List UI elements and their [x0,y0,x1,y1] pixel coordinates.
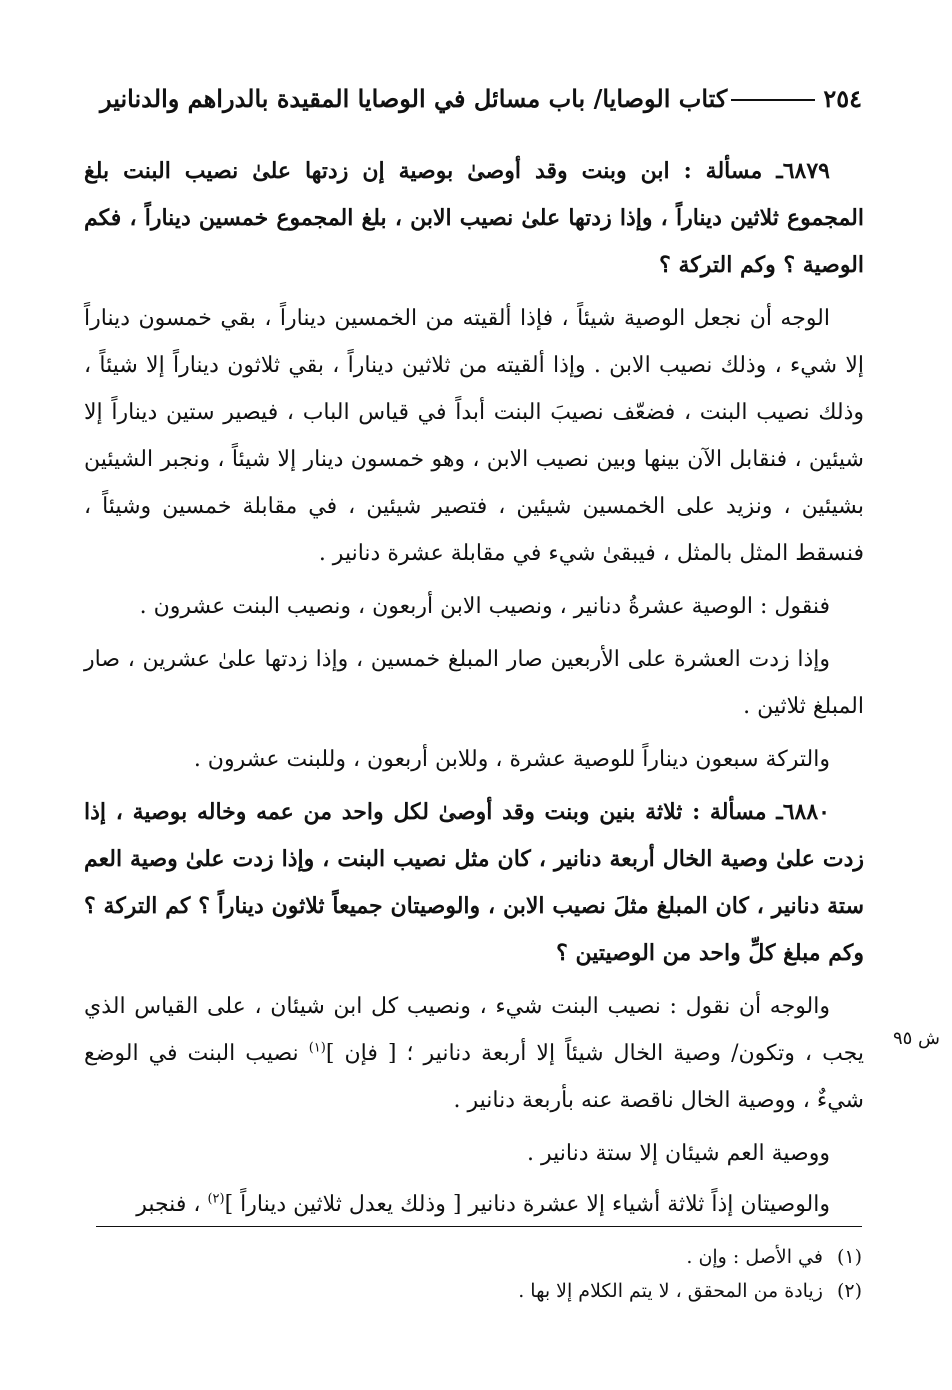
footnote-number: (١) [836,1246,862,1268]
method-paragraph [84,983,864,1124]
problem-6879: ٦٨٧٩ـ مسألة : ابن وبنت وقد أوصىٰ بوصية إن زدتها علىٰ نصيب البنت بلغ المجموع ثلاثين ديناراً ، وإذا زدتها علىٰ نصيب الابن ، بلغ المجموع خمسين ديناراً ، فكم الوصية ؟ وكم التركة ؟ [84,158,864,278]
footnote-divider [96,1226,862,1227]
result-paragraph: فنقول : الوصية عشرةُ دنانير ، ونصيب الابن أربعون ، ونصيب البنت عشرون . [139,594,830,619]
estate-paragraph: والتركة سبعون ديناراً للوصية عشرة ، وللابن أربعون ، وللبنت عشرون . [193,747,830,772]
footnote-ref-1: (١) [308,1040,326,1056]
footnote-ref-2: (٢) [207,1191,225,1207]
footnote-number: (٢) [836,1280,862,1302]
footnote-item [90,1274,862,1308]
sum-text-start: والوصيتان إذاً ثلاثة أشياء إلا عشرة دنانير [ وذلك يعدل ثلاثين ديناراً ] [224,1192,830,1217]
header-dash [731,99,815,101]
sum-text-end: ، فنجبر [136,1192,208,1217]
uncle-bequest-paragraph: ووصية العم شيئان إلا ستة دنانير . [526,1141,830,1166]
method-text-end: نصيب البنت في الوضع شيءٌ ، ووصية الخال ناقصة عنه بأربعة دنانير . [84,1041,864,1113]
problem-6880: ٦٨٨٠ـ مسألة : ثلاثة بنين وبنت وقد أوصىٰ لكل واحد من عمه وخاله بوصية ، إذا زدت علىٰ وصية الخال أربعة دنانير ، كان مثل نصيب البنت ، وإذا زدت علىٰ وصية العم ستة دنانير ، كان المبلغ مثلَ نصيب الابن ، والوصيتان جميعاً ثلاثون ديناراً ؟ كم التركة ؟ وكم مبلغ كلِّ واحد من الوصيتين ؟ [84,799,864,966]
manuscript-folio-note: ش ٩٥ [892,1028,940,1049]
footnote-item [90,1240,862,1274]
verification-paragraph: وإذا زدت العشرة على الأربعين صار المبلغ خمسين ، وإذا زدتها علىٰ عشرين ، صار المبلغ ثلاثين . [84,647,864,719]
running-header [88,84,862,113]
header-title: كتاب الوصايا/ باب مسائل في الوصايا المقيدة بالدراهم والدنانير [100,84,728,113]
footnotes [90,1240,862,1308]
method-text-start: والوجه أن نقول : نصيب البنت شيء ، ونصيب كل ابن شيئان ، على القياس الذي يجب ، وتكون/ وصية الخال شيئاً إلا أربعة دنانير ؛ [ فإن ] [84,994,864,1066]
main-text [84,148,864,1232]
footnote-text: في الأصل : وإن . [686,1246,823,1268]
footnote-text: زيادة من المحقق ، لا يتم الكلام إلا بها . [518,1280,823,1302]
solution-paragraph: الوجه أن نجعل الوصية شيئاً ، فإذا ألقيته من الخمسين ديناراً ، بقي خمسون ديناراً إلا شيء ، وذلك نصيب الابن . وإذا ألقيته من ثلاثين ديناراً ، بقي ثلاثون ديناراً إلا شيئاً ، وذلك نصيب البنت ، فضعّف نصيبَ البنت أبداً في قياس الباب ، فيصير ستين ديناراً إلا شيئين ، فنقابل الآن بينها وبين نصيب الابن ، وهو خمسون دينار إلا شيئاً ، ونجبر الشيئين بشيئين ، ونزيد على الخمسين شيئين ، فتصير شيئين ، في مقابلة خمسين وشيئاً ، فنسقط المثل بالمثل ، فيبقىٰ شيء في مقابلة عشرة دنانير . [84,306,864,566]
bequests-sum-paragraph [84,1181,864,1228]
page-number: ٢٥٤ [823,84,862,113]
